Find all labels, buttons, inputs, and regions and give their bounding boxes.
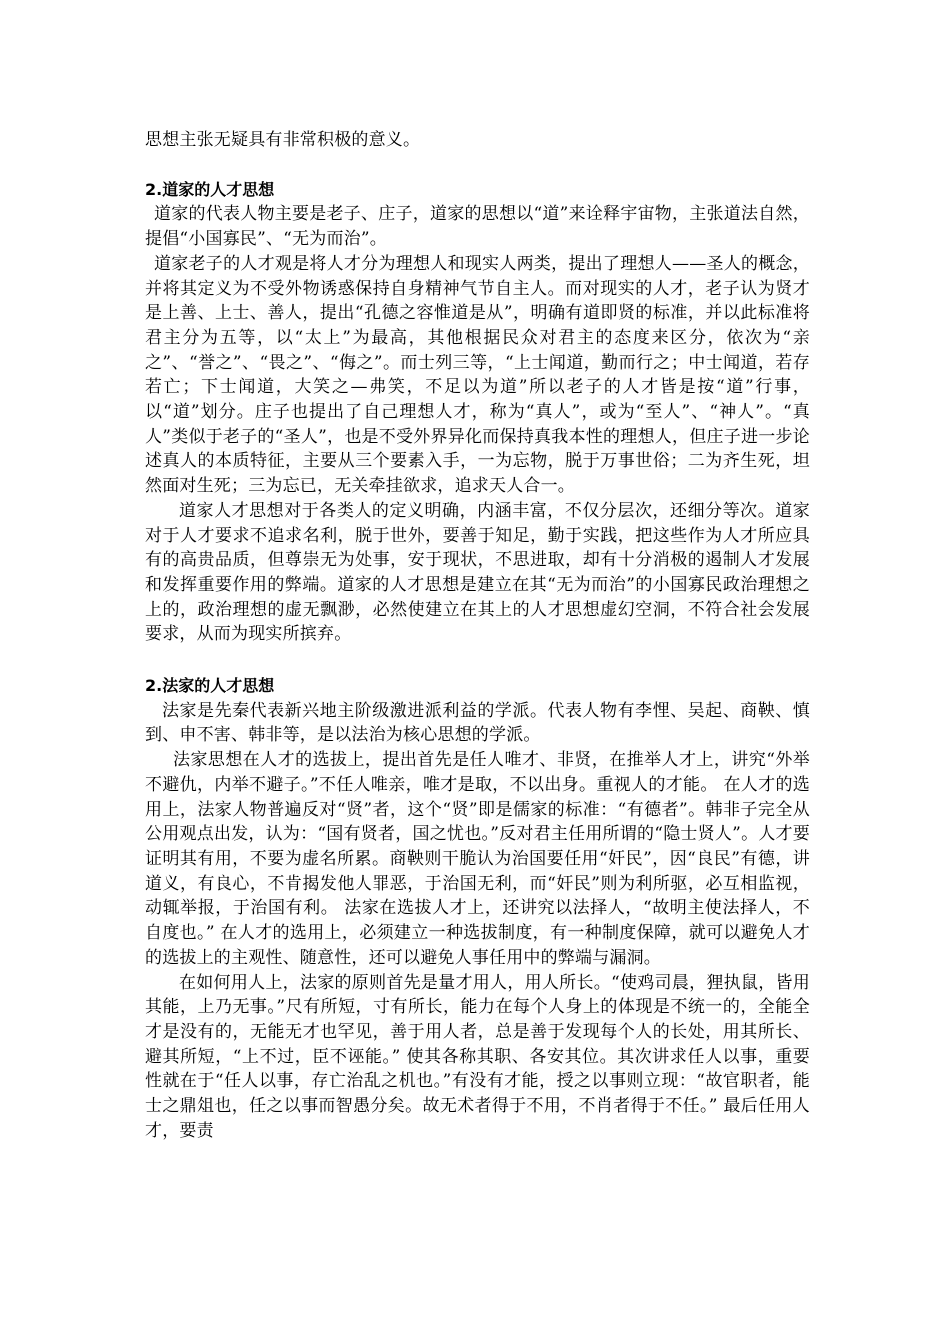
legalist-paragraph-3: 在如何用人上，法家的原则首先是量才用人，用人所长。“使鸡司晨，狸执鼠，皆用其能，上乃无事。”尺有所短，寸有所长，能力在每个人身上的体现是不统一的，全能全才是没有的，无能无才也罕见，善于用人者，总是善于发现每个人的长处，用其所长、避其所短，“上不过，臣不诬能。” 使其各称其职、各安其位。其次讲求任人以事，重要性就在于“任人以事，存亡治乱之机也。”有没有才能，授之以事则立现：“故官职者，能士之鼎俎也，任之以事而智愚分矣。故无术者得于不用，不肖者得于不任。” 最后任用人才，要责 [145, 972, 810, 1141]
daoist-paragraph-2: 道家老子的人才观是将人才分为理想人和现实人两类，提出了理想人——圣人的概念，并将其定义为不受外物诱惑保持自身精神气节自主人。而对现实的人才，老子认为贤才是上善、上士、善人，提出“孔德之容惟道是从”，明确有道即贤的标准，并以此标准将君主分为五等，以“太上”为最高，其他根据民众对君主的态度来区分，依次为“亲之”、“誉之”、“畏之”、“侮之”。而士列三等，“上士闻道，勤而行之；中士闻道，若存若亡；下士闻道，大笑之—弗笑，不足以为道”所以老子的人才皆是按“道”行事，以“道”划分。庄子也提出了自己理想人才，称为“真人”，或为“至人”、“神人”。“真人”类似于老子的“圣人”，也是不受外界异化而保持真我本性的理想人，但庄子进一步论述真人的本质特征，主要从三个要素入手，一为忘物，脱于万事世俗；二为齐生死，坦然面对生死；三为忘已，无关牵挂欲求，追求天人合一。 [145, 253, 810, 497]
intro-paragraph: 思想主张无疑具有非常积极的意义。 [145, 130, 421, 150]
section-gap [145, 153, 810, 178]
legalist-paragraph-1: 法家是先秦代表新兴地主阶级激进派利益的学派。代表人物有李悝、吴起、商鞅、慎到、申不害、韩非等，是以法治为核心思想的学派。 [145, 700, 810, 746]
daoist-paragraph-1: 道家的代表人物主要是老子、庄子，道家的思想以“道”来诠释宇宙物，主张道法自然，提倡“小国寡民”、“无为而治”。 [145, 204, 810, 250]
legalist-paragraph-2: 法家思想在人才的选拔上，提出首先是任人唯才、非贤，在推举人才上，讲究“外举不避仇，内举不避子。”不任人唯亲，唯才是取，不以出身。重视人的才能。 在人才的选用上，法家人物普遍反对“贤”者，这个“贤”即是儒家的标准：“有德者”。韩非子完全从公用观点出发，认为：“国有贤者，国之忧也。”反对君主任用所谓的“隐士贤人”。人才要证明其有用，不要为虚名所累。商鞅则干脆认为治国要任用“奸民”，因“良民”有德，讲道义，有良心，不肯揭发他人罪恶，于治国无利，而“奸民”则为利所驱，必互相监视，动辄举报，于治国有利。 法家在选拔人才上，还讲究以法择人，“故明主使法择人，不自度也。” 在人才的选用上，必须建立一种选拔制度，有一种制度保障，就可以避免人才的选拔上的主观性、随意性，还可以避免人事任用中的弊端与漏洞。 [145, 750, 810, 968]
daoist-section-heading: 2.道家的人才思想 [145, 179, 275, 199]
daoist-paragraph-3: 道家人才思想对于各类人的定义明确，内涵丰富，不仅分层次，还细分等次。道家对于人才要求不追求名利，脱于世外，要善于知足，勤于实践，把这些作为人才所应具有的高贵品质，但尊崇无为处事，安于现状，不思进取，却有十分消极的遏制人才发展和发挥重要作用的弊端。道家的人才思想是建立在其“无为而治”的小国寡民政治理想之上的，政治理想的虚无飘渺，必然使建立在其上的人才思想虚幻空洞，不符合社会发展要求，从而为现实所摈弃。 [145, 500, 810, 645]
legalist-section-heading: 2.法家的人才思想 [145, 676, 275, 696]
section-gap [145, 647, 810, 674]
